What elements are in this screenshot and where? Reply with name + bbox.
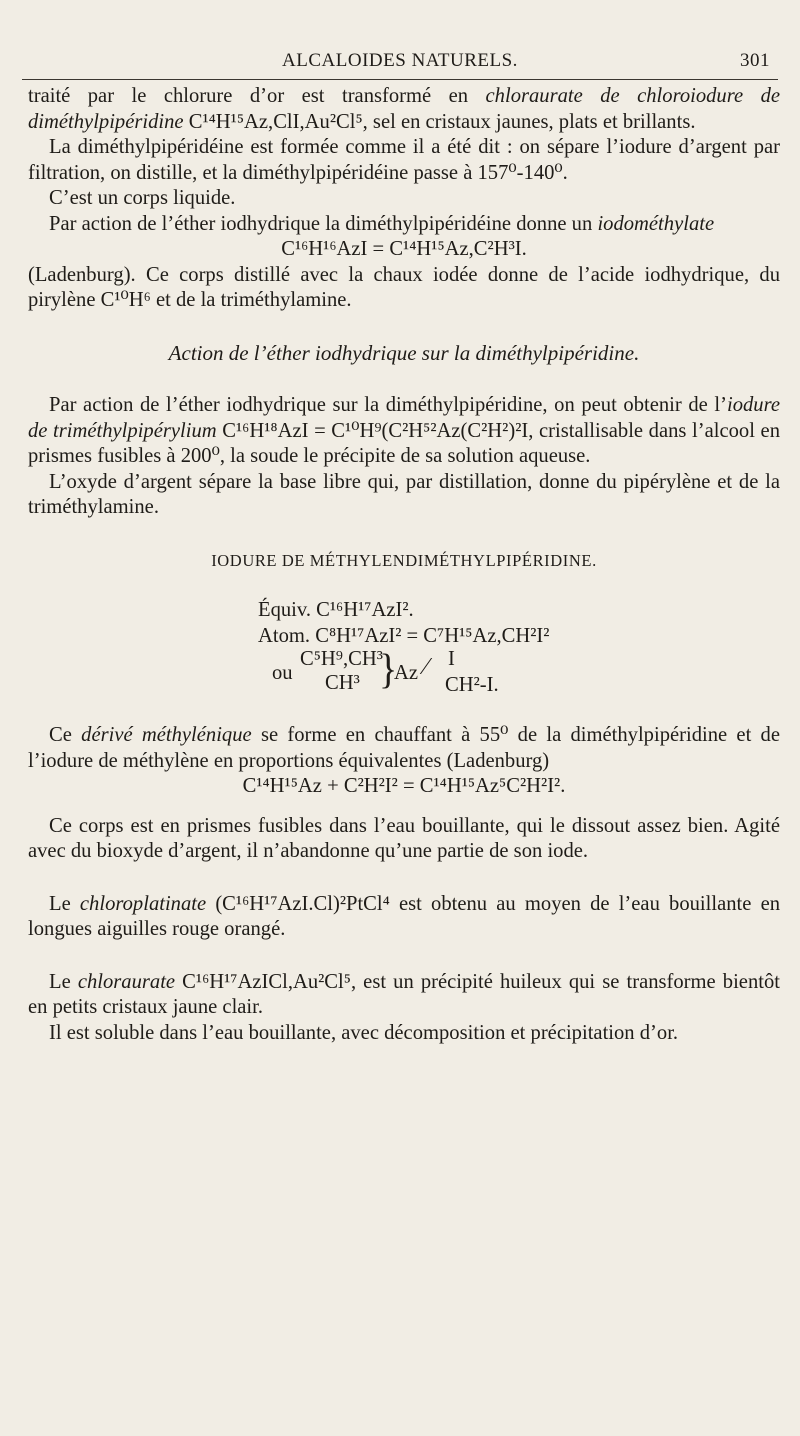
formula-equiv: Équiv. C¹⁶H¹⁷AzI². [258,599,414,621]
structure-top-group: C⁵H⁹,CH³ [300,648,383,670]
paragraph-8: Ce dérivé méthylénique se forme en chauffant à 55⁰ de la diméthylpipéridine et de l’iodure de méthylène en proportions équivalentes (Ladenburg) [28,724,780,772]
paragraph-4: Par action de l’éther iodhydrique la diméthylpipéridéine donne un iodométhylate [49,212,715,235]
compound-title: IODURE DE MÉTHYLENDIMÉTHYLPIPÉRIDINE. [211,550,597,570]
structure-iodine: I [448,648,455,670]
paragraph-1: traité par le chlorure d’or est transformé en chloraurate de chloroiodure de diméthylpipéridine C¹⁴H¹⁵Az,ClI,Au²Cl⁵, sel en cristaux jaunes, plats et brillants. [28,85,781,133]
formula-iodomethylate: C¹⁶H¹⁶AzI = C¹⁴H¹⁵Az,C²H³I. [281,238,527,260]
paragraph-3: C’est un corps liquide. [49,187,236,209]
brace-glyph: } [379,646,398,694]
paragraph-7: L’oxyde d’argent sépare la base libre qui, par distillation, donne du pipérylène et de la triméthylamine. [28,470,780,518]
structure-nitrogen: Az [394,662,419,684]
header-title: ALCALOIDES NATURELS. [282,50,518,71]
paragraph-2: La diméthylpipéridéine est formée comme il a été dit : on sépare l’iodure d’argent par filtration, on distille, et la diméthylpipéridéine passe à 157⁰-140⁰. [28,136,780,184]
bond-up-line: ⁄ [424,654,429,680]
paragraph-10: Le chloroplatinate (C¹⁶H¹⁷AzI.Cl)²PtCl⁴ est obtenu au moyen de l’eau bouillante en longues aiguilles rouge orangé. [28,892,781,940]
page-number: 301 [740,50,770,71]
structural-formula [28,646,780,699]
paragraph-12: Il est soluble dans l’eau bouillante, avec décomposition et précipitation d’or. [49,1021,679,1044]
paragraph-5: (Ladenburg). Ce corps distillé avec la chaux iodée donne de l’acide iodhydrique, du pirylène C¹⁰H⁶ et de la triméthylamine. [28,263,780,311]
running-header [30,46,770,76]
structure-ch2i: CH²-I. [445,674,499,696]
paragraph-9: Ce corps est en prismes fusibles dans l’eau bouillante, qui le dissout assez bien. Agité avec du bioxyde d’argent, il n’abandonne qu’une partie de son iode. [28,814,780,862]
paragraph-6: Par action de l’éther iodhydrique sur la diméthylpipéridine, on peut obtenir de l’iodure de triméthylpipérylium C¹⁶H¹⁸AzI = C¹⁰H⁹(C²H⁵²Az(C²H²)²I, cristallisable dans l’alcool en prismes fusibles à 200⁰, la soude le précipite de sa solution aqueuse. [28,394,780,467]
structure-bottom-group: CH³ [325,672,360,694]
section-heading: Action de l’éther iodhydrique sur la diméthylpipéridine. [168,340,640,365]
formula-methylene: C¹⁴H¹⁵Az + C²H²I² = C¹⁴H¹⁵Az⁵C²H²I². [242,775,566,797]
formula-atom: Atom. C⁸H¹⁷AzI² = C⁷H¹⁵Az,CH²I² [258,624,550,647]
body-text [28,84,780,1046]
paragraph-11: Le chloraurate C¹⁶H¹⁷AzICl,Au²Cl⁵, est un précipité huileux qui se transforme bientôt en petits cristaux jaune clair. [28,970,780,1018]
header-rule [22,79,778,80]
ou-word: ou [272,662,293,684]
